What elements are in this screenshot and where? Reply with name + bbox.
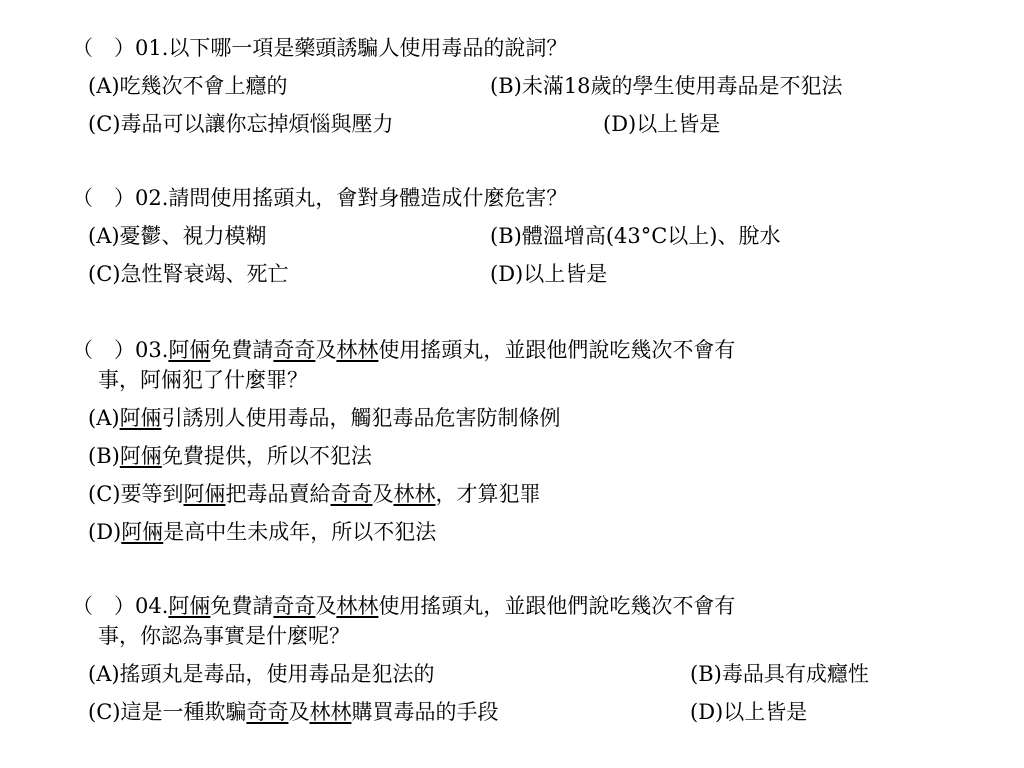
option-label: (B) (88, 444, 120, 468)
option-text: 是高中生未成年，所以不犯法 (163, 520, 437, 544)
name-a-liang: 阿倆 (168, 338, 211, 362)
option-text: 購買毒品的手段 (351, 700, 499, 724)
question-03-number: （ ）03. (72, 338, 169, 362)
question-01-option-a: (A)吃幾次不會上癮的 (88, 74, 288, 98)
question-04-stem-line2: 事，你認為事實是什麼呢？ (98, 624, 350, 648)
question-03-option-b (88, 442, 372, 470)
question-02-option-c: (C)急性腎衰竭、死亡 (88, 262, 289, 286)
name-lin-lin: 林林 (336, 594, 379, 618)
question-02-stem: （ ）02.請問使用搖頭丸，會對身體造成什麼危害？ (72, 186, 568, 210)
question-01-option-d: (D)以上皆是 (603, 112, 721, 136)
question-03-option-a (88, 404, 561, 432)
name-a-liang: 阿倆 (119, 406, 162, 430)
question-04-option-a: (A)搖頭丸是毒品，使用毒品是犯法的 (88, 662, 435, 686)
option-text: 免費提供，所以不犯法 (161, 444, 372, 468)
option-text: ，才算犯罪 (435, 482, 541, 506)
stem-text: 及 (315, 594, 337, 618)
name-lin-lin: 林林 (393, 482, 436, 506)
question-04-option-d: (D)以上皆是 (690, 700, 808, 724)
question-01-option-b: (B)未滿18歲的學生使用毒品是不犯法 (490, 74, 843, 98)
stem-text: 使用搖頭丸，並跟他們說吃幾次不會有 (378, 338, 736, 362)
name-qi-qi: 奇奇 (330, 482, 373, 506)
stem-text: 免費請 (210, 594, 274, 618)
option-text: (C)要等到 (88, 482, 184, 506)
option-text: 把毒品賣給 (225, 482, 331, 506)
name-qi-qi: 奇奇 (273, 338, 316, 362)
question-02-option-b: (B)體溫增高(43°C以上)、脫水 (490, 224, 781, 248)
option-text: 及 (372, 482, 394, 506)
stem-text: 使用搖頭丸，並跟他們說吃幾次不會有 (378, 594, 736, 618)
question-01-option-c: (C)毒品可以讓你忘掉煩惱與壓力 (88, 112, 394, 136)
name-lin-lin: 林林 (336, 338, 379, 362)
question-03-option-c (88, 480, 540, 508)
question-01-stem: （ ）01.以下哪一項是藥頭誘騙人使用毒品的說詞？ (72, 36, 568, 60)
question-02-option-a: (A)憂鬱、視力模糊 (88, 224, 267, 248)
stem-text: 及 (315, 338, 337, 362)
stem-text: 免費請 (210, 338, 274, 362)
option-label: (D) (88, 520, 122, 544)
name-qi-qi: 奇奇 (273, 594, 316, 618)
name-lin-lin: 林林 (309, 700, 352, 724)
name-a-liang: 阿倆 (119, 444, 162, 468)
question-03-stem-line2: 事，阿倆犯了什麼罪？ (98, 368, 308, 392)
name-a-liang: 阿倆 (183, 482, 226, 506)
question-04-number: （ ）04. (72, 594, 169, 618)
option-label: (A) (88, 406, 120, 430)
question-04-stem-line1 (72, 592, 735, 620)
name-qi-qi: 奇奇 (246, 700, 289, 724)
name-a-liang: 阿倆 (168, 594, 211, 618)
question-03-option-d (88, 518, 436, 546)
question-04-option-b: (B)毒品具有成癮性 (690, 662, 869, 686)
name-a-liang: 阿倆 (121, 520, 164, 544)
question-04-option-c (88, 698, 498, 726)
option-text: 及 (288, 700, 310, 724)
question-02-option-d: (D)以上皆是 (490, 262, 608, 286)
option-text: (C)這是一種欺騙 (88, 700, 247, 724)
option-text: 引誘別人使用毒品，觸犯毒品危害防制條例 (161, 406, 561, 430)
question-03-stem-line1 (72, 336, 735, 364)
